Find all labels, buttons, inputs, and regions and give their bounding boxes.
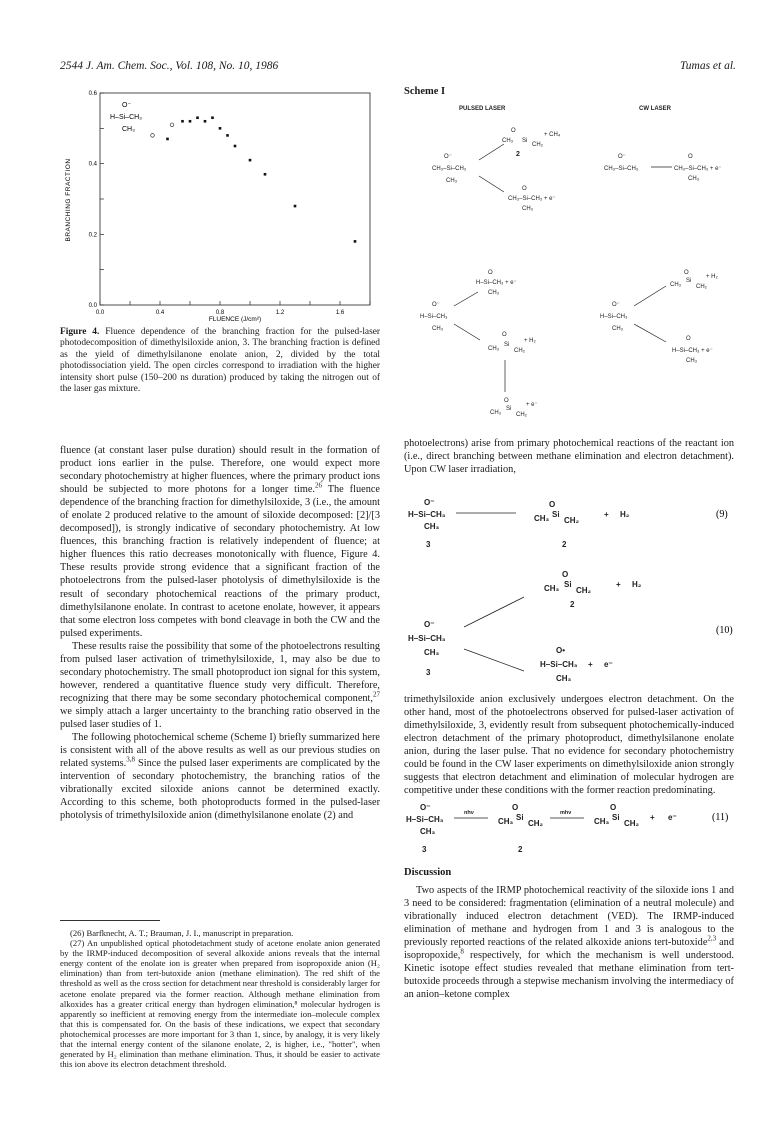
svg-text:CH₃: CH₃: [686, 358, 698, 364]
svg-text:CH₃: CH₃: [612, 326, 624, 332]
svg-text:Si: Si: [522, 138, 528, 144]
svg-text:CH₃: CH₃: [556, 674, 572, 683]
data-point-filled: [219, 127, 222, 130]
label-2: 2: [562, 540, 567, 549]
svg-text:2: 2: [516, 151, 520, 158]
plus-ch4: + CH₄: [544, 132, 561, 138]
data-point-filled: [226, 134, 229, 137]
svg-text:H–Si–CH₃: H–Si–CH₃: [408, 634, 446, 643]
svg-text:CH₂: CH₂: [516, 412, 527, 418]
y-tick-label: 0.2: [88, 232, 97, 239]
svg-text:CH₂: CH₂: [576, 586, 592, 595]
svg-text:3: 3: [422, 845, 427, 854]
data-point-filled: [204, 120, 207, 123]
svg-text:O: O: [688, 154, 693, 160]
svg-text:CH₂: CH₂: [532, 142, 543, 148]
y-axis-label: BRANCHING FRACTION: [65, 158, 72, 242]
svg-text:O: O: [549, 500, 556, 509]
plot-frame: [100, 93, 370, 305]
right-column-top: [404, 437, 734, 476]
svg-text:O⁻: O⁻: [424, 498, 435, 507]
right-column-discussion: [404, 884, 734, 1001]
data-point-filled: [189, 120, 192, 123]
x-axis-label: FLUENCE (J/cm²): [208, 316, 262, 323]
svg-text:CH₃: CH₃: [498, 817, 514, 826]
label-3: 3: [426, 540, 431, 549]
svg-text:O⁻: O⁻: [444, 154, 452, 160]
svg-text:O: O: [512, 803, 519, 812]
svg-text:Si: Si: [564, 580, 572, 589]
eq-9-number: (9): [716, 509, 728, 520]
data-point-filled: [354, 240, 357, 243]
para-2: These results raise the possibility that some of the photoelectrons resulting from pulsed laser activation of trimethylsiloxide, 1, may also be due to secondary photochemistry. The small photoproduct ion signal for this system, however, rendered a quantitative fluence study very difficult. Therefore, recognizing that there may be some secondary photochemical component,$^{27}$ we simply attach a larger uncertainty to the branching ratio observed in the pulsed laser studies of 1.: [60, 640, 380, 730]
svg-text:2: 2: [518, 845, 523, 854]
svg-text:+: +: [650, 813, 655, 822]
svg-text:O: O: [610, 803, 617, 812]
mhv-label: mhν: [560, 810, 572, 816]
eq-11-number: (11): [712, 812, 729, 823]
data-point-filled: [249, 159, 252, 162]
svg-text:O⁻: O⁻: [432, 302, 440, 308]
pulsed-laser-label: PULSED LASER: [459, 106, 506, 112]
left-column: [60, 444, 380, 822]
svg-text:CH₃: CH₃: [424, 648, 440, 657]
running-header-left: 2544 J. Am. Chem. Soc., Vol. 108, No. 10, 1986: [60, 60, 279, 72]
inset-si: H–Si–CH₃: [110, 114, 143, 121]
svg-text:CH₃–Si–CH₃ + e⁻: CH₃–Si–CH₃ + e⁻: [508, 196, 556, 202]
cw-laser-label: CW LASER: [639, 106, 671, 112]
svg-text:CH₃: CH₃: [420, 827, 436, 836]
svg-text:CH₃: CH₃: [502, 138, 514, 144]
plus-e-pulsed: + e⁻: [526, 402, 538, 408]
svg-text:O: O: [562, 570, 569, 579]
svg-text:H₂: H₂: [620, 510, 630, 519]
svg-text:+: +: [616, 580, 621, 589]
svg-text:O⁻: O⁻: [618, 154, 626, 160]
inset-oxygen: O⁻: [122, 102, 132, 109]
svg-text:H–Si–CH₃: H–Si–CH₃: [408, 510, 446, 519]
svg-text:3: 3: [426, 668, 431, 677]
svg-text:+: +: [588, 660, 593, 669]
para-1: fluence (at constant laser pulse duration) should result in the formation of product ions earlier in the pulse. Therefore, one would expect more secondary photochemistry at higher fluences, where the primary product ions should be subjected to more photons for a longer time.$^{26}$ The fluence dependence of the branching fraction for dimethylsiloxide, 3 (i.e., the amount of enolate 2 produced relative to the amount of siloxide decomposed: [2]/[3 decomposed]), is strongly indicative of secondary photochemistry. At low fluences, this branching fraction is relatively independent of fluence; at higher fluences this ratio decreases monotonically with fluence, Figure 4. These results provide strong evidence that a significant fraction of the photoelectrons from the pulsed-laser photolysis of dimethylsiloxide is the result of secondary photochemical reactions of the primary product, dimethylsilanone enolate. In contrast to acetone enolate, however, it appears that some electron loss competes with bond cleavage in both the CW and the pulsed experiments.: [60, 445, 380, 639]
svg-text:CH₂: CH₂: [528, 819, 544, 828]
y-tick-label: 0.6: [88, 91, 97, 97]
svg-text:CH₃: CH₃: [688, 176, 700, 182]
footnotes: [60, 928, 380, 1069]
svg-text:O: O: [686, 336, 691, 342]
svg-text:Si: Si: [504, 342, 510, 348]
svg-text:CH₂: CH₂: [514, 348, 525, 354]
y-tick-label: 0.0: [88, 303, 97, 309]
footnote-26: (26) Barfknecht, A. T.; Brauman, J. I., manuscript in preparation.: [70, 928, 294, 938]
svg-text:H–Si–CH₃ + e⁻: H–Si–CH₃ + e⁻: [476, 280, 517, 286]
footnote-27: (27) An unpublished optical photodetachment study of acetone enolate anion generated by the IRMP-induced decomposition of several alkoxide anions reveals that the internal energy content of the enolate ion is greater when prepared from isopropoxide anion (H₂ elimination) than from tert-butoxide anion (methane elimination). The red shift of the threshold as well as the cross section for detachment near threshold is considerably larger for acetone enolate prepared via the former reaction. Although methane elimination from alkoxides has a greater critical energy than hydrogen elimination,⁸ molecular hydrogen is apparently so inefficient at removing energy from the intermediate ion–molecule complex that this is compensated for. On the basis of these indications, we expect that secondary photochemical processes are more important for 3 than 1, since, by analogy, it is very likely that the internal energy content of the silanone enolate, 2, is higher, i.e., "hotter", when generated by H₂ elimination than methane elimination. Thus, it should be easier to activate this ion above its electron detachment threshold.: [60, 938, 380, 1070]
data-point-filled: [294, 205, 297, 208]
data-point-filled: [166, 138, 169, 141]
data-point-open: [151, 134, 155, 138]
right-para-2: trimethylsiloxide anion exclusively undergoes electron detachment. On the other hand, most of the photoelectrons observed for pulsed-laser activation of dimethylsiloxide, 3, evidently result from subsequent photochemically-induced electron detachment of the primary photoproduct, dimethylsilanone enolate anion, during the laser pulse. That no evidence for secondary photochemistry could be found in the CW laser experiments on dimethylsiloxide anion strongly suggests that electron detachment and elimination of molecular hydrogen are competitive under these conditions with the former reaction predominating.: [404, 694, 734, 797]
para-3: The following photochemical scheme (Scheme I) briefly summarized here is consistent with all of the above results as well as our previous studies on related systems.$^{3,8}$ Since the pulsed laser experiments are complicated by the intervention of secondary photochemistry, the branching ratios of the vibrationally excited siloxide anions cannot be determined exactly. According to this scheme, both photoproducts formed in the pulsed-laser photolysis of trimethylsiloxide anion (dimethylsilanone enolate (2) and: [60, 732, 380, 822]
svg-text:CH₃: CH₃: [522, 206, 534, 212]
svg-text:CH₃: CH₃: [432, 326, 444, 332]
y-tick-label: 0.4: [88, 161, 97, 168]
right-para-1: photoelectrons) arise from primary photochemical reactions of the reactant ion (i.e., direct branching between methane elimination and electron detachment). Upon CW laser irradiation,: [404, 438, 734, 476]
running-header-right: Tumas et al.: [680, 60, 736, 72]
svg-text:e⁻: e⁻: [668, 813, 677, 822]
svg-text:Si: Si: [612, 813, 620, 822]
svg-text:+ H₂: + H₂: [706, 274, 718, 280]
svg-text:CH₂: CH₂: [624, 819, 640, 828]
data-point-filled: [264, 173, 267, 176]
svg-text:CH₃: CH₃: [488, 290, 500, 296]
inset-methyl: CH₃: [122, 126, 135, 133]
scheme-1: [404, 96, 734, 426]
discussion-para-1: Two aspects of the IRMP photochemical reactivity of the siloxide ions 1 and 3 need to be considered: fragmentation (elimination of a neutral molecule) and vibrationally induced electron detachment (VED). The IRMP-induced elimination of methane and hydrogen from 1 and 3 is analogous to the previously reported reactions of the related alkoxide anions tert-butoxide$^{2,3}$ and isopropoxide,$^8$ respectively, for which the mechanism is well understood. Kinetic isotope effect studies revealed that methane elimination from tert-butoxide proceeds through a stepwise mechanism involving the intermediacy of an anion–ketone complex: [404, 885, 734, 1001]
x-tick-label: 1.2: [275, 310, 285, 316]
scheme-title: Scheme I: [404, 86, 446, 97]
svg-text:CH₃–Si–CH₃: CH₃–Si–CH₃: [432, 166, 467, 172]
data-point-open: [170, 123, 174, 127]
svg-text:H–Si–CH₃: H–Si–CH₃: [420, 314, 448, 320]
svg-text:CH₃: CH₃: [424, 522, 440, 531]
svg-text:e⁻: e⁻: [604, 660, 613, 669]
equation-11: [404, 800, 734, 860]
data-point-filled: [196, 116, 199, 119]
svg-text:O: O: [488, 270, 493, 276]
plus-h2-pulsed: + H₂: [524, 338, 536, 344]
footnote-rule: [60, 920, 160, 921]
equation-10: [404, 563, 734, 685]
figure-4-caption: Figure 4. Fluence dependence of the branching fraction for the pulsed-laser photodecomposition of dimethylsiloxide anion, 3. The branching fraction is defined as the yield of dimethylsilanone enolate anion, 2, divided by the total photodissociation yield. The open circles correspond to irradiation with the higher intensity short pulse (150–200 ns duration) produced by taking the nitrogen out of the laser gas mixture.: [60, 327, 381, 395]
svg-text:H–Si–CH₃: H–Si–CH₃: [406, 815, 444, 824]
svg-text:CH₃: CH₃: [446, 178, 458, 184]
right-column-middle: [404, 693, 734, 797]
x-tick-label: 0.0: [95, 310, 105, 316]
svg-text:O⁻: O⁻: [420, 803, 431, 812]
equation-9: [404, 493, 734, 555]
svg-text:H–Si–CH₃: H–Si–CH₃: [540, 660, 578, 669]
svg-text:O: O: [684, 270, 689, 276]
svg-text:CH₃–Si–CH₃ + e⁻: CH₃–Si–CH₃ + e⁻: [674, 166, 722, 172]
x-tick-label: 0.8: [215, 310, 225, 316]
svg-text:CH₂: CH₂: [696, 284, 707, 290]
nhv-label: nhν: [464, 810, 474, 816]
svg-text:CH₃: CH₃: [490, 410, 502, 416]
svg-text:O: O: [502, 332, 507, 338]
svg-text:CH₃: CH₃: [488, 346, 500, 352]
data-point-filled: [234, 145, 237, 148]
svg-text:O⁻: O⁻: [424, 620, 435, 629]
svg-text:H–Si–CH₃ + e⁻: H–Si–CH₃ + e⁻: [672, 348, 713, 354]
svg-text:2: 2: [570, 600, 575, 609]
svg-text:+: +: [604, 510, 609, 519]
discussion-heading: Discussion: [404, 867, 452, 878]
eq-10-number: (10): [716, 625, 733, 636]
svg-text:Si: Si: [506, 406, 512, 412]
data-point-filled: [181, 120, 184, 123]
x-tick-label: 1.6: [335, 310, 345, 316]
figure-4-chart: [60, 85, 380, 325]
svg-text:O: O: [522, 186, 527, 192]
svg-text:CH₃: CH₃: [534, 514, 550, 523]
svg-text:Si: Si: [686, 278, 692, 284]
svg-text:H₂: H₂: [632, 580, 642, 589]
svg-text:O: O: [511, 128, 516, 134]
svg-text:CH₃: CH₃: [594, 817, 610, 826]
svg-text:CH₂: CH₂: [564, 516, 580, 525]
svg-text:O•: O•: [556, 646, 566, 655]
svg-text:O⁻: O⁻: [612, 302, 620, 308]
svg-text:Si: Si: [516, 813, 524, 822]
svg-text:CH₃: CH₃: [670, 282, 682, 288]
x-tick-label: 0.4: [155, 310, 165, 316]
svg-text:O: O: [504, 398, 509, 404]
svg-text:CH₃: CH₃: [544, 584, 560, 593]
svg-text:Si: Si: [552, 510, 560, 519]
svg-text:H–Si–CH₃: H–Si–CH₃: [600, 314, 628, 320]
svg-text:CH₃–Si–CH₃: CH₃–Si–CH₃: [604, 166, 639, 172]
data-point-filled: [211, 116, 214, 119]
